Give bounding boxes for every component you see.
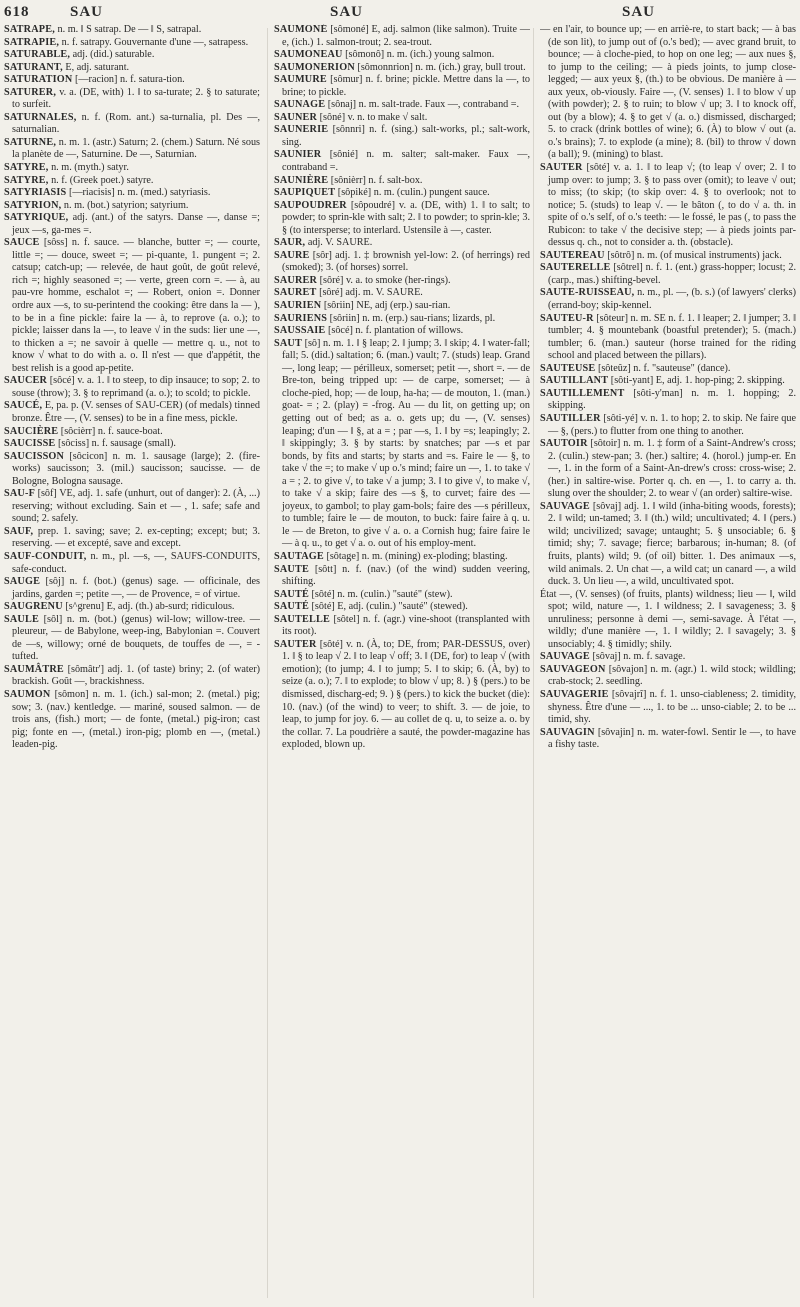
entry-definition: [sôcé] n. f. plantation of willows. [327, 325, 464, 337]
entry-headword: SATURER, [4, 86, 57, 98]
dictionary-entry [4, 488, 260, 526]
entry-headword: SAUR, [274, 237, 306, 249]
entry-headword: SAUMONERION [274, 61, 355, 73]
dictionary-entry [4, 426, 260, 439]
entry-headword: SAUMONÉ [274, 24, 328, 35]
entry-headword: SAURER [274, 274, 318, 286]
entry-definition: adj. V. SAURE. [307, 237, 373, 249]
entry-definition: [sôvajrî] n. f. 1. unso-ciableness; 2. timidity, shyness. Être d'une — ..., 1. to be ... unso-ciable; 2. to be ... timid, shy. [548, 688, 796, 726]
entry-headword: SAUNAGE [274, 99, 326, 111]
dictionary-entry [540, 438, 796, 501]
entry-definition: [sôté] n. m. (culin.) "sauté" (stew). [311, 588, 453, 600]
entry-headword: SAUNIER [274, 149, 322, 161]
dictionary-entry [4, 49, 260, 62]
entry-headword: SAUMONEAU [274, 49, 343, 61]
column-left [4, 24, 260, 1302]
entry-headword: SAUMON [4, 688, 51, 700]
entry-definition: [sô] n. m. 1. ‖ § leap; 2. ‖ jump; 3. ‖ skip; 4. ‖ water-fall; fall; 5. (did.) saltation; 6. (man.) vault; 7. (studs) leap. Grand —, long leap; — périlleux, somerset; petit —, short =. — de Bre-ton, being tripped up: — de carpe, somerset; — à cloche-pied, hop; — de loup, ha-ha; — de mouton, 1. (man.) goat- = ; 2. (play) = -frog. Au — du lit, on getting up; on getting out of bed; as a. o. gets up; du —, (V. senses) leaping; d'un — ‖ §, at a = ; par —s, 1. ‖ by =s; leapingly; 2. ‖ skippingly; 3. § by starts: by snatches; par —s et par bonds, by fits and starts; by starts and =s. Faire le — §, to take √ the =; to make √ up o.'s mind; faire un —, 1. to take √ a = ; 2. to give √, to take √ a jump; 3. ‖ to give √, to make √, to take √ a skip; faire des —s §, to curvet; faire des — joyeux, to gambol; to play gam-bols; faire des —s périlleux, to tumble; faire le — de mouton, to buck: faire faire à q. u. le — de Breton, to give √ a. o. a Cornish hug; faire faire le — à q. u., to get √ a. o. out of his employ-ment. [282, 337, 530, 550]
entry-headword: SATYRIQUE, [4, 212, 69, 224]
entry-definition: [sôj] n. f. (bot.) (genus) sage. — officinale, des jardins, garden =; petite —, — de Provence, = of virtue. [12, 576, 260, 600]
dictionary-entry [4, 237, 260, 375]
dictionary-entry [540, 162, 796, 250]
entry-headword: SAUTE-RUISSEAU, [540, 287, 635, 299]
dictionary-entry [274, 62, 530, 75]
entry-headword: SAUPOUDRER [274, 199, 347, 211]
entry-headword: SAUCISSE [4, 438, 56, 450]
entry-definition: [sôcièrr] n. f. sauce-boat. [60, 425, 163, 437]
entry-definition: E, adj. saturant. [65, 61, 130, 73]
entry-headword: SAUTEUSE [540, 362, 596, 374]
entry-definition: [sôpiké] n. m. (culin.) pungent sauce. [337, 187, 490, 199]
entry-definition: [sôvaj] n. m. f. savage. [592, 651, 686, 663]
dictionary-entry [4, 614, 260, 664]
entry-headword: SAUVAGEON [540, 663, 606, 675]
running-head-center: SAU [330, 4, 364, 20]
entry-definition: [s^grenu] E, adj. (th.) ab-surd; ridiculous. [65, 601, 235, 613]
dictionary-entry [540, 24, 796, 162]
entry-headword: SAUCER [4, 375, 48, 387]
entry-definition: [sôvajon] n. m. (agr.) 1. wild stock; wildling; crab-stock; 2. seedling. [548, 663, 796, 688]
entry-definition: n. m. 1. (astr.) Saturn; 2. (chem.) Saturn. Né sous la planète de —, Saturnine. De —, Saturnian. [12, 136, 260, 161]
entry-headword: SAUTERELLE [540, 262, 611, 274]
entry-definition: [sôpoudré] v. a. (DE, with) 1. ‖ to salt; to powder; to sprin-kle with salt; 2. ‖ to powder; to sprin-kle; 3. § (to intersperse; to interlard. Ustensile à —, caster. [282, 199, 530, 236]
entry-headword: SATURABLE, [4, 49, 71, 61]
entry-definition: n. m. (myth.) satyr. [51, 162, 129, 174]
entry-definition: [sôcé] v. a. 1. ‖ to steep, to dip insauce; to sop; 2. to souse (throw); 3. § to reprimand (a. o.); to scold; to pickle. [12, 375, 260, 399]
entry-headword: SATURNE, [4, 136, 57, 148]
entry-definition: [sôté] E, adj. (culin.) "sauté" (stewed). [311, 601, 468, 613]
entry-headword: SATYRION, [4, 199, 62, 211]
entry-headword: SAUTER [274, 638, 317, 650]
dictionary-entry [274, 187, 530, 200]
dictionary-entry [274, 250, 530, 275]
entry-headword: SAUTE [274, 563, 309, 575]
dictionary-entry [274, 300, 530, 313]
entry-headword: SAUCIÈRE [4, 425, 59, 437]
entry-definition: [sômonnrion] n. m. (ich.) gray, bull trout. [357, 61, 526, 73]
entry-definition: n. f. satrapy. Gouvernante d'une —, satrapess. [61, 36, 249, 48]
dictionary-entry [274, 112, 530, 125]
dictionary-entry [274, 175, 530, 188]
entry-definition: [sôcicon] n. m. 1. sausage (large); 2. (fire-works) saucisson; 3. (mil.) saucisson; saucisse. — de Bologne, Bologna sausage. [12, 450, 260, 487]
dictionary-entry [540, 363, 796, 376]
entry-headword: SAUCISSON [4, 450, 65, 462]
entry-headword: SAUNERIE [274, 124, 329, 136]
dictionary-entry [540, 262, 796, 287]
entry-definition: [sôtt] n. f. (nav.) (of the wind) sudden veering, shifting. [282, 563, 530, 588]
dictionary-entry [4, 74, 260, 87]
entry-definition: [sôf] VE, adj. 1. safe (unhurt, out of danger): 2. (À, ...) reserving; without excluding. Sain et — , 1. safe; safe and sound; 2. safely. [12, 488, 260, 525]
dictionary-entry [4, 551, 260, 576]
column-divider [533, 28, 534, 1298]
entry-headword: SAUF-CONDUIT, [4, 550, 87, 562]
dictionary-entry [4, 451, 260, 489]
entry-headword: SAUGE [4, 576, 41, 588]
dictionary-entry [274, 49, 530, 62]
entry-definition: [sôné] v. n. to make √ salt. [319, 111, 428, 123]
dictionary-entry [4, 37, 260, 50]
dictionary-entry [4, 175, 260, 188]
running-head-right: SAU [622, 4, 656, 20]
entry-headword: SAUTÉ [274, 588, 309, 600]
entry-headword: SAUTEREAU [540, 249, 605, 261]
entry-headword: SAUTILLER [540, 412, 601, 424]
entry-definition: n. m., pl. —s, —, SAUFS-CONDUITS, safe-conduct. [12, 550, 260, 575]
entry-definition: [sôteûz] n. f. "sauteuse" (dance). [597, 362, 731, 374]
entry-headword: SAUCE [4, 237, 40, 249]
dictionary-entry [274, 24, 530, 49]
entry-headword: SAUTILLEMENT [540, 387, 625, 399]
entry-definition: [sôvajin] n. m. water-fowl. Sentir le —, to have a fishy taste. [548, 726, 796, 751]
dictionary-entry [4, 62, 260, 75]
dictionary-entry [4, 200, 260, 213]
dictionary-entry [274, 74, 530, 99]
entry-definition: prep. 1. saving; save; 2. ex-cepting; except; but; 3. reserving. — et excepté, save and except. [12, 525, 260, 550]
entry-definition: n. m. ‖ S satrap. De — ‖ S, satrapal. [57, 24, 202, 35]
dictionary-entry [4, 526, 260, 551]
dictionary-entry [540, 651, 796, 664]
entry-definition: adj. (ant.) of the satyrs. Danse —, danse =; jeux —s, ga-mes =. [12, 212, 260, 236]
entry-definition: [—racion] n. f. satura-tion. [74, 74, 185, 86]
entry-headword: SAURET [274, 287, 317, 299]
dictionary-entry [274, 237, 530, 250]
entry-headword: SAUTILLANT [540, 375, 609, 387]
dictionary-entry [274, 275, 530, 288]
entry-definition: [sôteur] n. m. SE n. f. 1. ‖ leaper; 2. ‖ jumper; 3. ‖ tumbler; 4. § mountebank (boastful pretender); 5. (mach.) tumbler; 6. (man.) sauteur (horse trained for the riding school and placed between the pillars). [548, 312, 796, 362]
entry-definition: n. m. (bot.) satyrion; satyrium. [63, 199, 189, 211]
entry-definition: — en l'air, to bounce up; — en arriè-re, to start back; — à bas (de son lit), to jump out of (o.'s bed); — avec grand bruit, to bounce; — à cloche-pied, to hop on one leg; — aux nues §, to jump to the ceiling; — à pieds joints, to jump close-legged; — aux yeux §, (th.) to be obvious. De manière à — aux yeux, ob-viously. Faire —, (V. senses) 1. ‖ to blow √ up (with powder); 2. § to ruin; to blow √ up; 3. ‖ to knock off, out (by a blow); 4. § to get √ (a. o.) dismissed, discharged; 5. to crack (drink bottles of wine); 6. (À) to blow √ out (a. o.'s brains); 7. to explode (a mine); 8. (bil) to throw √ down (a ball); 9. (mining) to blast. [540, 24, 796, 161]
dictionary-entry [540, 664, 796, 689]
entry-headword: SAULE [4, 613, 39, 625]
entry-definition: n. m., pl. —, (b. s.) (of lawyers' clerks) (errand-boy; skip-kennel. [548, 287, 796, 312]
entry-headword: SAUTAGE [274, 550, 324, 562]
column-middle [274, 24, 530, 1302]
entry-definition: État —, (V. senses) (of fruits, plants) wildness; lieu — ‖, wild spot; wild, nature —, 1. ‖ wildness; 2. ‖ savageness; 3. § unruliness; personne à demi —, semi-savage. À l'état —, wildly; d'une manière —, 1. ‖ wildly; 2. ‖ savagely; 3. § unsociably; 4. § timidly; shily. [540, 588, 796, 650]
entry-definition: [sôti-yé] v. n. 1. to hop; 2. to skip. Ne faire que — §, (pers.) to flutter from one thing to another. [548, 412, 796, 437]
column-right [540, 24, 796, 1302]
dictionary-entry [540, 501, 796, 589]
entry-definition: E, pa. p. (V. senses of SAU-CER) (of medals) tinned bronze. Être —, (V. senses) to be in a fine mess, pickle. [12, 400, 260, 424]
entry-definition: [sôl] n. m. (bot.) (genus) wil-low; willow-tree. — pleureur, — de Babylone, weep-ing, Babylonian =. Couvert de —s, willowy; orné de bouquets, de touffes de —, = -tufted. [12, 613, 260, 663]
entry-headword: SAUT [274, 337, 302, 349]
entry-headword: SAUVAGIN [540, 726, 595, 738]
dictionary-entry [274, 313, 530, 326]
entry-headword: SAURE [274, 249, 310, 261]
dictionary-entry [540, 727, 796, 752]
entry-definition: v. a. (DE, with) 1. ‖ to sa-turate; 2. § to saturate; to surfeit. [12, 86, 260, 111]
dictionary-entry [274, 124, 530, 149]
entry-headword: SAUTER [540, 162, 583, 174]
entry-definition: [sôtrô] n. m. (of musical instruments) jack. [607, 249, 782, 261]
page-number: 618 [4, 4, 30, 20]
dictionary-entry [540, 589, 796, 652]
dictionary-entry [540, 388, 796, 413]
entry-definition: [—riacisis] n. m. (med.) satyriasis. [68, 187, 211, 199]
dictionary-entry [274, 614, 530, 639]
dictionary-entry [4, 601, 260, 614]
entry-headword: SAUMÂTRE [4, 663, 64, 675]
dictionary-entry [274, 639, 530, 752]
dictionary-entry [540, 313, 796, 363]
entry-definition: [sômur] n. f. brine; pickle. Mettre dans la —, to brine; to pickle. [282, 74, 530, 98]
entry-definition: [sôtoir] n. m. 1. ‡ form of a Saint-Andrew's cross; 2. (culin.) stew-pan; 3. (her.) saltire; 4. (horol.) jump-er. En —, 1. in the form of a Saint-An-drew's cross: cross-wise; 2. (her.) in saltire-wise. Porter q. ch. en —, 1. to carry a. th. slung over the shoulder; 2. to wear √ (an order) saltire-wise. [548, 438, 796, 500]
dictionary-entry [540, 375, 796, 388]
entry-definition: [sômâtr'] adj. 1. (of taste) briny; 2. (of water) brackish. Goût —, brackishness. [12, 663, 260, 688]
dictionary-entry [4, 375, 260, 400]
dictionary-entry [4, 87, 260, 112]
entry-headword: SAUNER [274, 111, 318, 123]
entry-headword: SAUCÉ, [4, 400, 43, 412]
entry-definition: [sônié] n. m. salter; salt-maker. Faux —, contraband =. [282, 149, 530, 174]
entry-definition: adj. (did.) saturable. [72, 49, 155, 61]
dictionary-entry [4, 212, 260, 237]
dictionary-entry [540, 689, 796, 727]
entry-headword: SATURANT, [4, 61, 63, 73]
entry-headword: SATRAPIE, [4, 36, 60, 48]
entry-definition: [sômoné] E, adj. salmon (like salmon). Truite —e, (ich.) 1. salmon-trout; 2. sea-trout. [282, 24, 530, 48]
dictionary-entry [540, 413, 796, 438]
dictionary-entry [274, 149, 530, 174]
entry-headword: SAUNIÈRE [274, 174, 329, 186]
entry-definition: [sôriin] n. m. (erp.) sau-rians; lizards, pl. [329, 312, 496, 324]
entry-headword: SAUTELLE [274, 613, 330, 625]
entry-headword: SAU-F [4, 488, 35, 500]
dictionary-entry [4, 400, 260, 425]
column-divider [267, 28, 268, 1298]
entry-headword: SAUF, [4, 525, 34, 537]
entry-definition: [sôté] v. n. (À, to; DE, from; PAR-DESSUS, over) 1. ‖ § to leap √ 2. ‖ to leap √ off; 3. ‖ (DE, for) to leap √ (with emotion); (to jump; 4. ‖ to jump; 5. ‖ to skip; 6. (À, by) to seize (a. o.); 7. ‖ to explode; to blow √ up; 8. ) § (pers.) to be dismissed, discharg-ed; 9. ) § (pers.) to kick the bucket (die): 10. (nav.) (of the wind) to veer; to shift. 3. — de joie, to leap, to jump for joy. 6. — au collet de q. u, to seize a. o. by the collar. 7. La poudrière a sauté, the powder-magazine has exploded, blown up. [282, 638, 530, 751]
entry-headword: SATYRE, [4, 162, 49, 174]
entry-headword: SAURIENS [274, 312, 328, 324]
entry-definition: [sônièrr] n. f. salt-box. [330, 174, 423, 186]
entry-headword: SAUVAGE [540, 500, 590, 512]
entry-definition: [sôti-y'man] n. m. 1. hopping; 2. skipping. [548, 387, 796, 412]
entry-definition: [sôtrel] n. f. 1. (ent.) grass-hopper; locust; 2. (carp., mas.) shifting-bevel. [548, 262, 796, 286]
entry-headword: SAUTOIR [540, 438, 588, 450]
entry-headword: SAUPIQUET [274, 187, 336, 199]
entry-headword: SAUMURE [274, 74, 327, 86]
dictionary-entry [274, 200, 530, 238]
entry-headword: SAUVAGE [540, 651, 590, 663]
entry-headword: SATURNALES, [4, 111, 77, 123]
dictionary-entry [4, 137, 260, 162]
entry-headword: SAUTÉ [274, 601, 309, 613]
entry-headword: SAUTEU-R [540, 312, 594, 324]
entry-definition: n. f. (Greek poet.) satyre. [51, 174, 154, 186]
entry-definition: [sômonô] n. m. (ich.) young salmon. [345, 49, 495, 61]
entry-definition: [sômon] n. m. 1. (ich.) sal-mon; 2. (metal.) pig; sow; 3. (nav.) kentledge. — mariné, soused salmon. — de trois ans, (fish.) mort; — de fonte, (metal.) pig-iron; cast pig; fonte en —, (metal.) iron-pig; plomb en —, (metal.) leaden-pig. [12, 688, 260, 751]
entry-headword: SATRAPE, [4, 24, 55, 35]
dictionary-entry [274, 564, 530, 589]
dictionary-entry [274, 99, 530, 112]
entry-headword: SAUGRENU [4, 601, 63, 613]
dictionary-entry [4, 162, 260, 175]
dictionary-entry [4, 689, 260, 752]
dictionary-entry [274, 551, 530, 564]
entry-headword: SATYRE, [4, 174, 49, 186]
running-head-left: SAU [70, 4, 104, 20]
dictionary-entry [274, 589, 530, 602]
entry-definition: [sôré] adj. m. V. SAURE. [319, 287, 423, 299]
dictionary-entry [4, 576, 260, 601]
entry-definition: [sôss] n. f. sauce. — blanche, butter =; — courte, little =; — douce, sweet =; — pi-quante, 1. pungent =; 2. catsup; catch-up; — relevée, de haut goût, de goût relevé, rich =; highly seasoned =; — verte, green corn =. — à, au pau-vre homme, eschalot =; — Robert, onion =. Donner ordre aux —s, to su-perintend the cooking: être dans la — ), to be in a fine pickle: faire la — à, to reprove (a. o.); to pickle; laisser dans la —, to leave √ in the suds: lier une —, to thicken a =; ne savoir à quelle — mettre q. u., not to know √ what to do with a. o. Il n'est — que d'appétit, the best relish is a good ap-petite. [12, 237, 260, 374]
entry-headword: SAUSSAIE [274, 325, 326, 337]
entry-definition: [sôté] v. a. 1. ‖ to leap √; (to leap √ over; 2. ‖ to jump over: to jump; 3. § to pass over (omit); to leave √ out; to miss; (to skip; (to skip over: 4. § to overlook; not to notice; 5. (studs) to leap √. — le bâton (, to do √ a. th. in spite of o.'s self, of o.'s teeth: — le fossé, le pas (, to pass the Rubicon: to take √ the decisive step; — à pieds joints par-dessus q. ch., not to consider a. th. (obstacle). [548, 162, 796, 249]
entry-definition: [sônnri] n. f. (sing.) salt-works, pl.; salt-work, sing. [282, 124, 530, 148]
entry-headword: SAURIEN [274, 300, 322, 312]
entry-definition: [sôti-yant] E, adj. 1. hop-ping; 2. skipping. [610, 375, 785, 387]
entry-definition: [sôvaj] adj. 1. ‖ wild (inha-biting woods, forests); 2. ‖ wild; un-tamed; 3. ‖ (th.) wild; uncultivated; 4. ‖ (pers.) wild; uncivilized; savage; untaught; 5. § unsociable; 6. § timid; shy; 7. savage; fierce; barbarous; in-human; 8. (of fruits, plants) wild; 9. (of oil) bitter. 1. Des animaux —s, wild animals. 2. Un chat —, a wild cat; un canard —, a wild duck. 3. Un lieu —, a wild, uncultivated spot. [548, 500, 796, 588]
entry-definition: [sôriin] NE, adj (erp.) sau-rian. [323, 300, 451, 312]
entry-definition: [sôtel] n. f. (agr.) vine-shoot (transplanted with its root). [282, 613, 530, 638]
dictionary-entry [4, 187, 260, 200]
entry-headword: SATYRIASIS [4, 187, 67, 199]
entry-definition: [sôtage] n. m. (mining) ex-ploding; blasting. [326, 550, 508, 562]
entry-headword: SAUVAGERIE [540, 688, 609, 700]
dictionary-entry [274, 601, 530, 614]
dictionary-entry [4, 438, 260, 451]
entry-definition: [sônaj] n. m. salt-trade. Faux —, contraband =. [327, 99, 520, 111]
dictionary-entry [274, 338, 530, 551]
entry-definition: [sôré] v. a. to smoke (her-rings). [319, 274, 451, 286]
dictionary-entry [540, 287, 796, 312]
entry-definition: [sôr] adj. 1. ‡ brownish yel-low: 2. (of herrings) red (smoked); 3. (of horses) sorrel. [282, 249, 530, 274]
dictionary-entry [274, 287, 530, 300]
dictionary-entry [540, 250, 796, 263]
entry-definition: [sôciss] n. f. sausage (small). [57, 438, 176, 450]
dictionary-entry [4, 112, 260, 137]
dictionary-entry [4, 24, 260, 37]
dictionary-entry [4, 664, 260, 689]
dictionary-entry [274, 325, 530, 338]
entry-headword: SATURATION [4, 74, 73, 86]
entry-definition: n. f. (Rom. ant.) sa-turnalia, pl. Des —, saturnalian. [12, 111, 260, 136]
